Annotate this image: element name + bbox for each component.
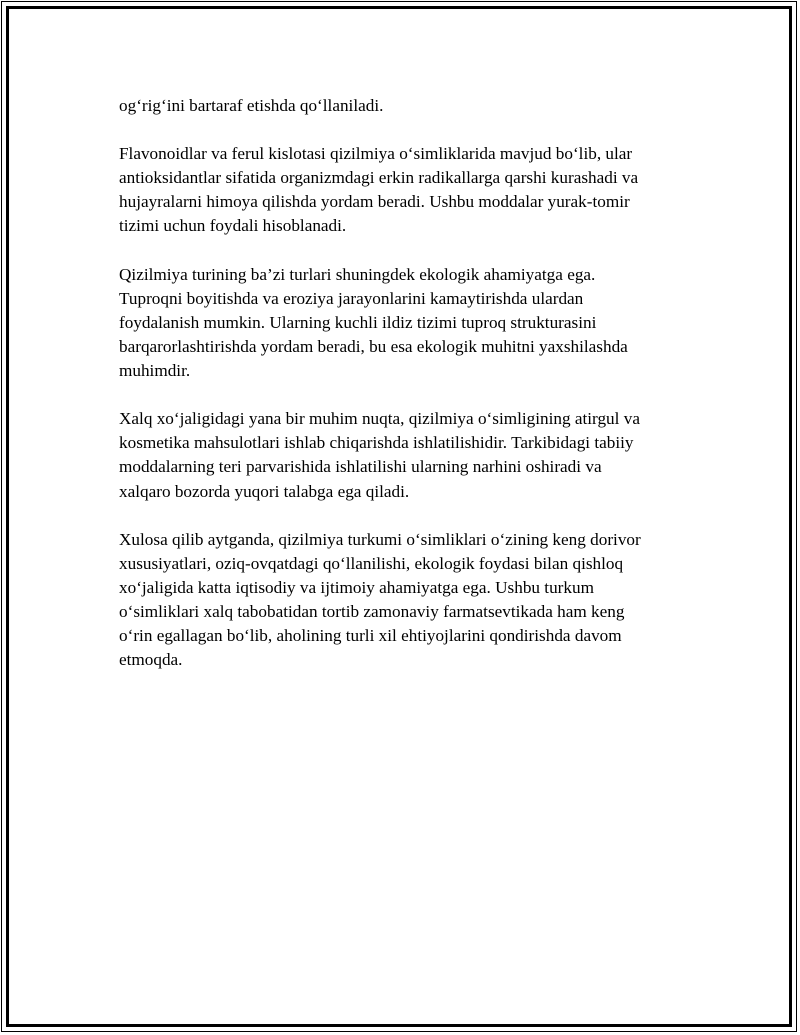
- text-line: barqarorlashtirishda yordam beradi, bu esa ekologik muhitni yaxshilashda: [119, 336, 628, 356]
- text-line: xalqaro bozorda yuqori talabga ega qiladi.: [119, 481, 410, 501]
- text-line: Qizilmiya turining ba’zi turlari shuningdek ekologik ahamiyatga ega.: [119, 264, 596, 284]
- text-line: o‘rin egallagan bo‘lib, aholining turli xil ehtiyojlarini qondirishda davom: [119, 626, 622, 646]
- text-line: muhimdir.: [119, 361, 191, 381]
- text-line: Flavonoidlar va ferul kislotasi qizilmiya o‘simliklarida mavjud bo‘lib, ular: [119, 144, 633, 164]
- text-line: moddalarning teri parvarishida ishlatilishi ularning narhini oshiradi va: [119, 457, 602, 477]
- text-line: hujayralarni himoya qilishda yordam beradi. Ushbu moddalar yurak-tomir: [119, 192, 630, 212]
- document-body: [119, 94, 699, 696]
- document-page: [1, 1, 797, 1032]
- paragraph-3: [119, 263, 699, 383]
- paragraph-2: [119, 142, 699, 238]
- text-line: xo‘jaligida katta iqtisodiy va ijtimoiy ahamiyatga ega. Ushbu turkum: [119, 577, 594, 597]
- text-line: Xulosa qilib aytganda, qizilmiya turkumi o‘simliklari o‘zining keng dorivor: [119, 529, 641, 549]
- paragraph-5: [119, 528, 699, 673]
- text-line: xususiyatlari, oziq-ovqatdagi qo‘llanilishi, ekologik foydasi bilan qishloq: [119, 553, 624, 573]
- paragraph-1: [119, 94, 699, 118]
- text-line: kosmetika mahsulotlari ishlab chiqarishda ishlatilishidir. Tarkibidagi tabiiy: [119, 433, 634, 453]
- text-line: tizimi uchun foydali hisoblanadi.: [119, 216, 347, 236]
- text-line: etmoqda.: [119, 650, 183, 670]
- text-line: og‘rig‘ini bartaraf etishda qo‘llaniladi.: [119, 96, 384, 115]
- text-line: o‘simliklari xalq tabobatidan tortib zamonaviy farmatsevtikada ham keng: [119, 601, 625, 621]
- text-line: Tuproqni boyitishda va eroziya jarayonlarini kamaytirishda ulardan: [119, 288, 584, 308]
- paragraph-4: [119, 407, 699, 503]
- text-line: Xalq xo‘jaligidagi yana bir muhim nuqta, qizilmiya o‘simligining atirgul va: [119, 409, 640, 429]
- text-line: antioksidantlar sifatida organizmdagi erkin radikallarga qarshi kurashadi va: [119, 168, 639, 188]
- text-line: foydalanish mumkin. Ularning kuchli ildiz tizimi tuproq strukturasini: [119, 312, 597, 332]
